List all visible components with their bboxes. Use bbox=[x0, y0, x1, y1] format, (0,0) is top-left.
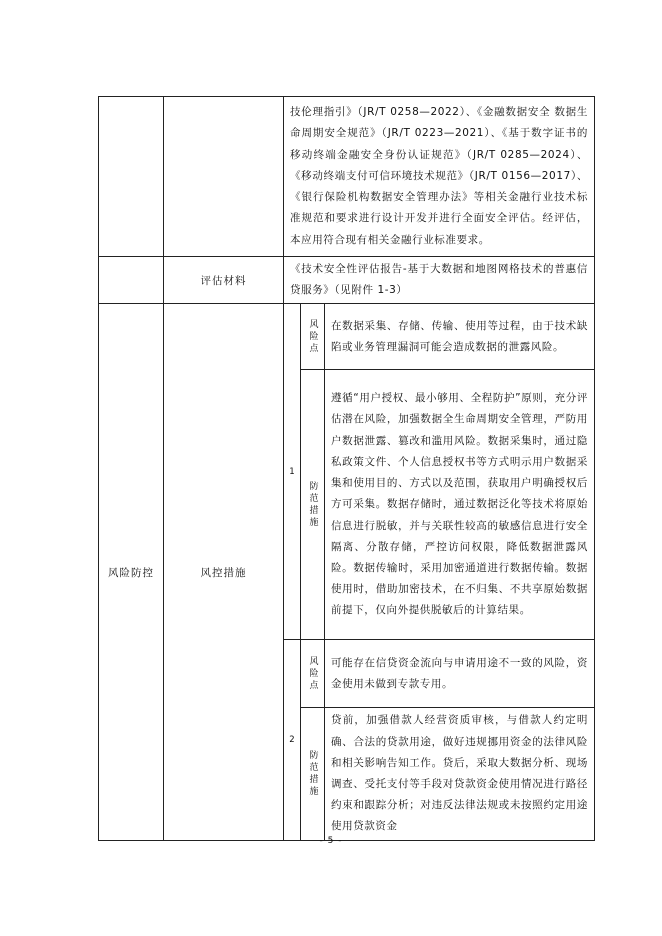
eval-text: 《技术安全性评估报告-基于大数据和地图网格技术的普惠信贷服务》（见附件 1-3） bbox=[284, 257, 595, 304]
risk-1-point-row bbox=[99, 304, 595, 370]
empty-cell bbox=[99, 257, 164, 304]
continuation-text: 技伦理指引》（JR/T 0258—2022）、《金融数据安全 数据生命周期安全规范》（JR/T 0223—2021）、《基于数字证书的移动终端金融安全身份认证规范》（JR/T 0285—2024）、《移动终端支付可信环境技术规范》（JR/T 0156—2017）、《银行保险机构数据安全管理办法》等相关金融行业技术标准规范和要求进行设计开发并进行全面安全评估。经评估，本应用符合现有相关金融行业标准要求。 bbox=[284, 97, 595, 257]
risk-1-point-label: 风险点 bbox=[307, 318, 318, 355]
risk-2-measure-label: 防范措施 bbox=[307, 750, 318, 799]
risk-1-measure-text: 遵循“用户授权、最小够用、全程防护”原则，充分评估潜在风险，加强数据全生命周期安全管理，严防用户数据泄露、篡改和滥用风险。数据采集时，通过隐私政策文件、个人信息授权书等方式明示用户数据采集和使用目的、方式以及范围，获取用户明确授权后方可采集。数据存储时，通过数据泛化等技术将原始信息进行脱敏，并与关联性较高的敏感信息进行安全隔离、分散存储，严控访问权限，降低数据泄露风险。数据传输时，采用加密通道进行数据传输。数据使用时，借助加密技术，在不归集、不共享原始数据前提下，仅向外提供脱敏后的计算结果。 bbox=[325, 370, 595, 640]
empty-cell bbox=[99, 97, 164, 257]
risk-2-measure-text: 贷前，加强借款人经营资质审核，与借款人约定明确、合法的贷款用途，做好违规挪用资金的法律风险和相关影响告知工作。贷后，采取大数据分析、现场调查、受托支付等手段对贷款资金使用情况进行路径约束和跟踪分析；对违反法律法规或未按照约定用途使用贷款资金 bbox=[325, 708, 595, 840]
risk-1-measure-label: 防范措施 bbox=[307, 480, 318, 529]
risk-1-number: 1 bbox=[284, 304, 301, 640]
eval-label: 评估材料 bbox=[164, 257, 284, 304]
risk-measures-label: 风控措施 bbox=[164, 304, 284, 840]
risk-category: 风险防控 bbox=[99, 304, 164, 840]
empty-cell bbox=[164, 97, 284, 257]
risk-2-point-text: 可能存在信贷资金流向与申请用途不一致的风险，资金使用未做到专款专用。 bbox=[325, 640, 595, 708]
page-number: - 5 - bbox=[319, 836, 343, 846]
risk-1-point-text: 在数据采集、存储、传输、使用等过程，由于技术缺陷或业务管理漏洞可能会造成数据的泄露风险。 bbox=[325, 304, 595, 370]
risk-2-number: 2 bbox=[284, 640, 301, 840]
eval-row bbox=[99, 257, 595, 304]
continuation-row bbox=[99, 97, 595, 257]
document-table bbox=[98, 96, 595, 841]
risk-2-point-label: 风险点 bbox=[307, 655, 318, 692]
